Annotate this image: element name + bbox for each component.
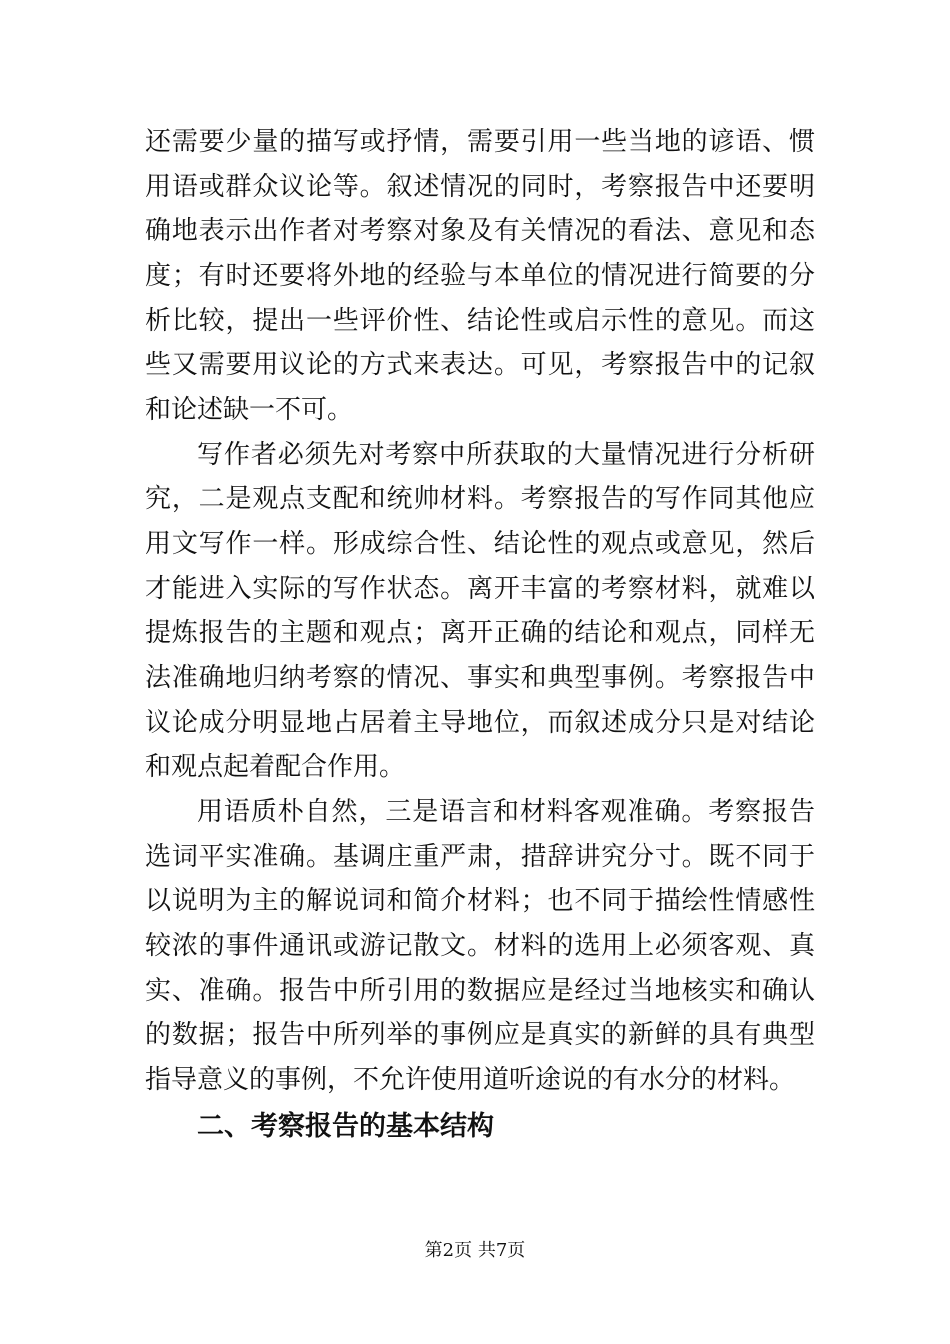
paragraph-3-line-5: 实、准确。报告中所引用的数据应是经过当地核实和确认	[145, 976, 815, 1006]
paragraph-2-line-8: 和观点起着配合作用。	[145, 752, 406, 782]
page-number-footer: 第2页 共7页	[424, 1240, 526, 1261]
paragraph-2-line-7: 议论成分明显地占居着主导地位，而叙述成分只是对结论	[145, 708, 815, 738]
paragraph-3-line-2: 选词平实准确。基调庄重严肃，措辞讲究分寸。既不同于	[145, 842, 815, 872]
paragraph-2-line-5: 提炼报告的主题和观点；离开正确的结论和观点，同样无	[145, 618, 815, 648]
paragraph-2-line-2: 究，二是观点支配和统帅材料。考察报告的写作同其他应	[145, 484, 815, 514]
paragraph-1-line-1: 还需要少量的描写或抒情，需要引用一些当地的谚语、惯	[145, 127, 815, 157]
paragraph-1-line-3: 确地表示出作者对考察对象及有关情况的看法、意见和态	[145, 216, 815, 246]
paragraph-2-line-6: 法准确地归纳考察的情况、事实和典型事例。考察报告中	[145, 663, 815, 693]
paragraph-1-line-6: 些又需要用议论的方式来表达。可见，考察报告中的记叙	[145, 350, 815, 380]
section-heading: 二、考察报告的基本结构	[197, 1111, 494, 1142]
paragraph-3-line-6: 的数据；报告中所列举的事例应是真实的新鲜的具有典型	[145, 1020, 815, 1050]
paragraph-3-line-3: 以说明为主的解说词和简介材料；也不同于描绘性情感性	[145, 886, 815, 916]
paragraph-3-line-7: 指导意义的事例，不允许使用道听途说的有水分的材料。	[145, 1065, 796, 1095]
paragraph-3-line-4: 较浓的事件通讯或游记散文。材料的选用上必须客观、真	[145, 931, 815, 961]
paragraph-3-line-1: 用语质朴自然，三是语言和材料客观准确。考察报告	[197, 797, 815, 827]
paragraph-1-line-4: 度；有时还要将外地的经验与本单位的情况进行简要的分	[145, 261, 815, 291]
paragraph-2-line-1: 写作者必须先对考察中所获取的大量情况进行分析研	[197, 440, 815, 470]
paragraph-2-line-3: 用文写作一样。形成综合性、结论性的观点或意见，然后	[145, 529, 815, 559]
paragraph-1-line-5: 析比较，提出一些评价性、结论性或启示性的意见。而这	[145, 306, 815, 336]
paragraph-1-line-7: 和论述缺一不可。	[145, 395, 354, 425]
paragraph-1-line-2: 用语或群众议论等。叙述情况的同时，考察报告中还要明	[145, 172, 815, 202]
paragraph-2-line-4: 才能进入实际的写作状态。离开丰富的考察材料，就难以	[145, 574, 815, 604]
